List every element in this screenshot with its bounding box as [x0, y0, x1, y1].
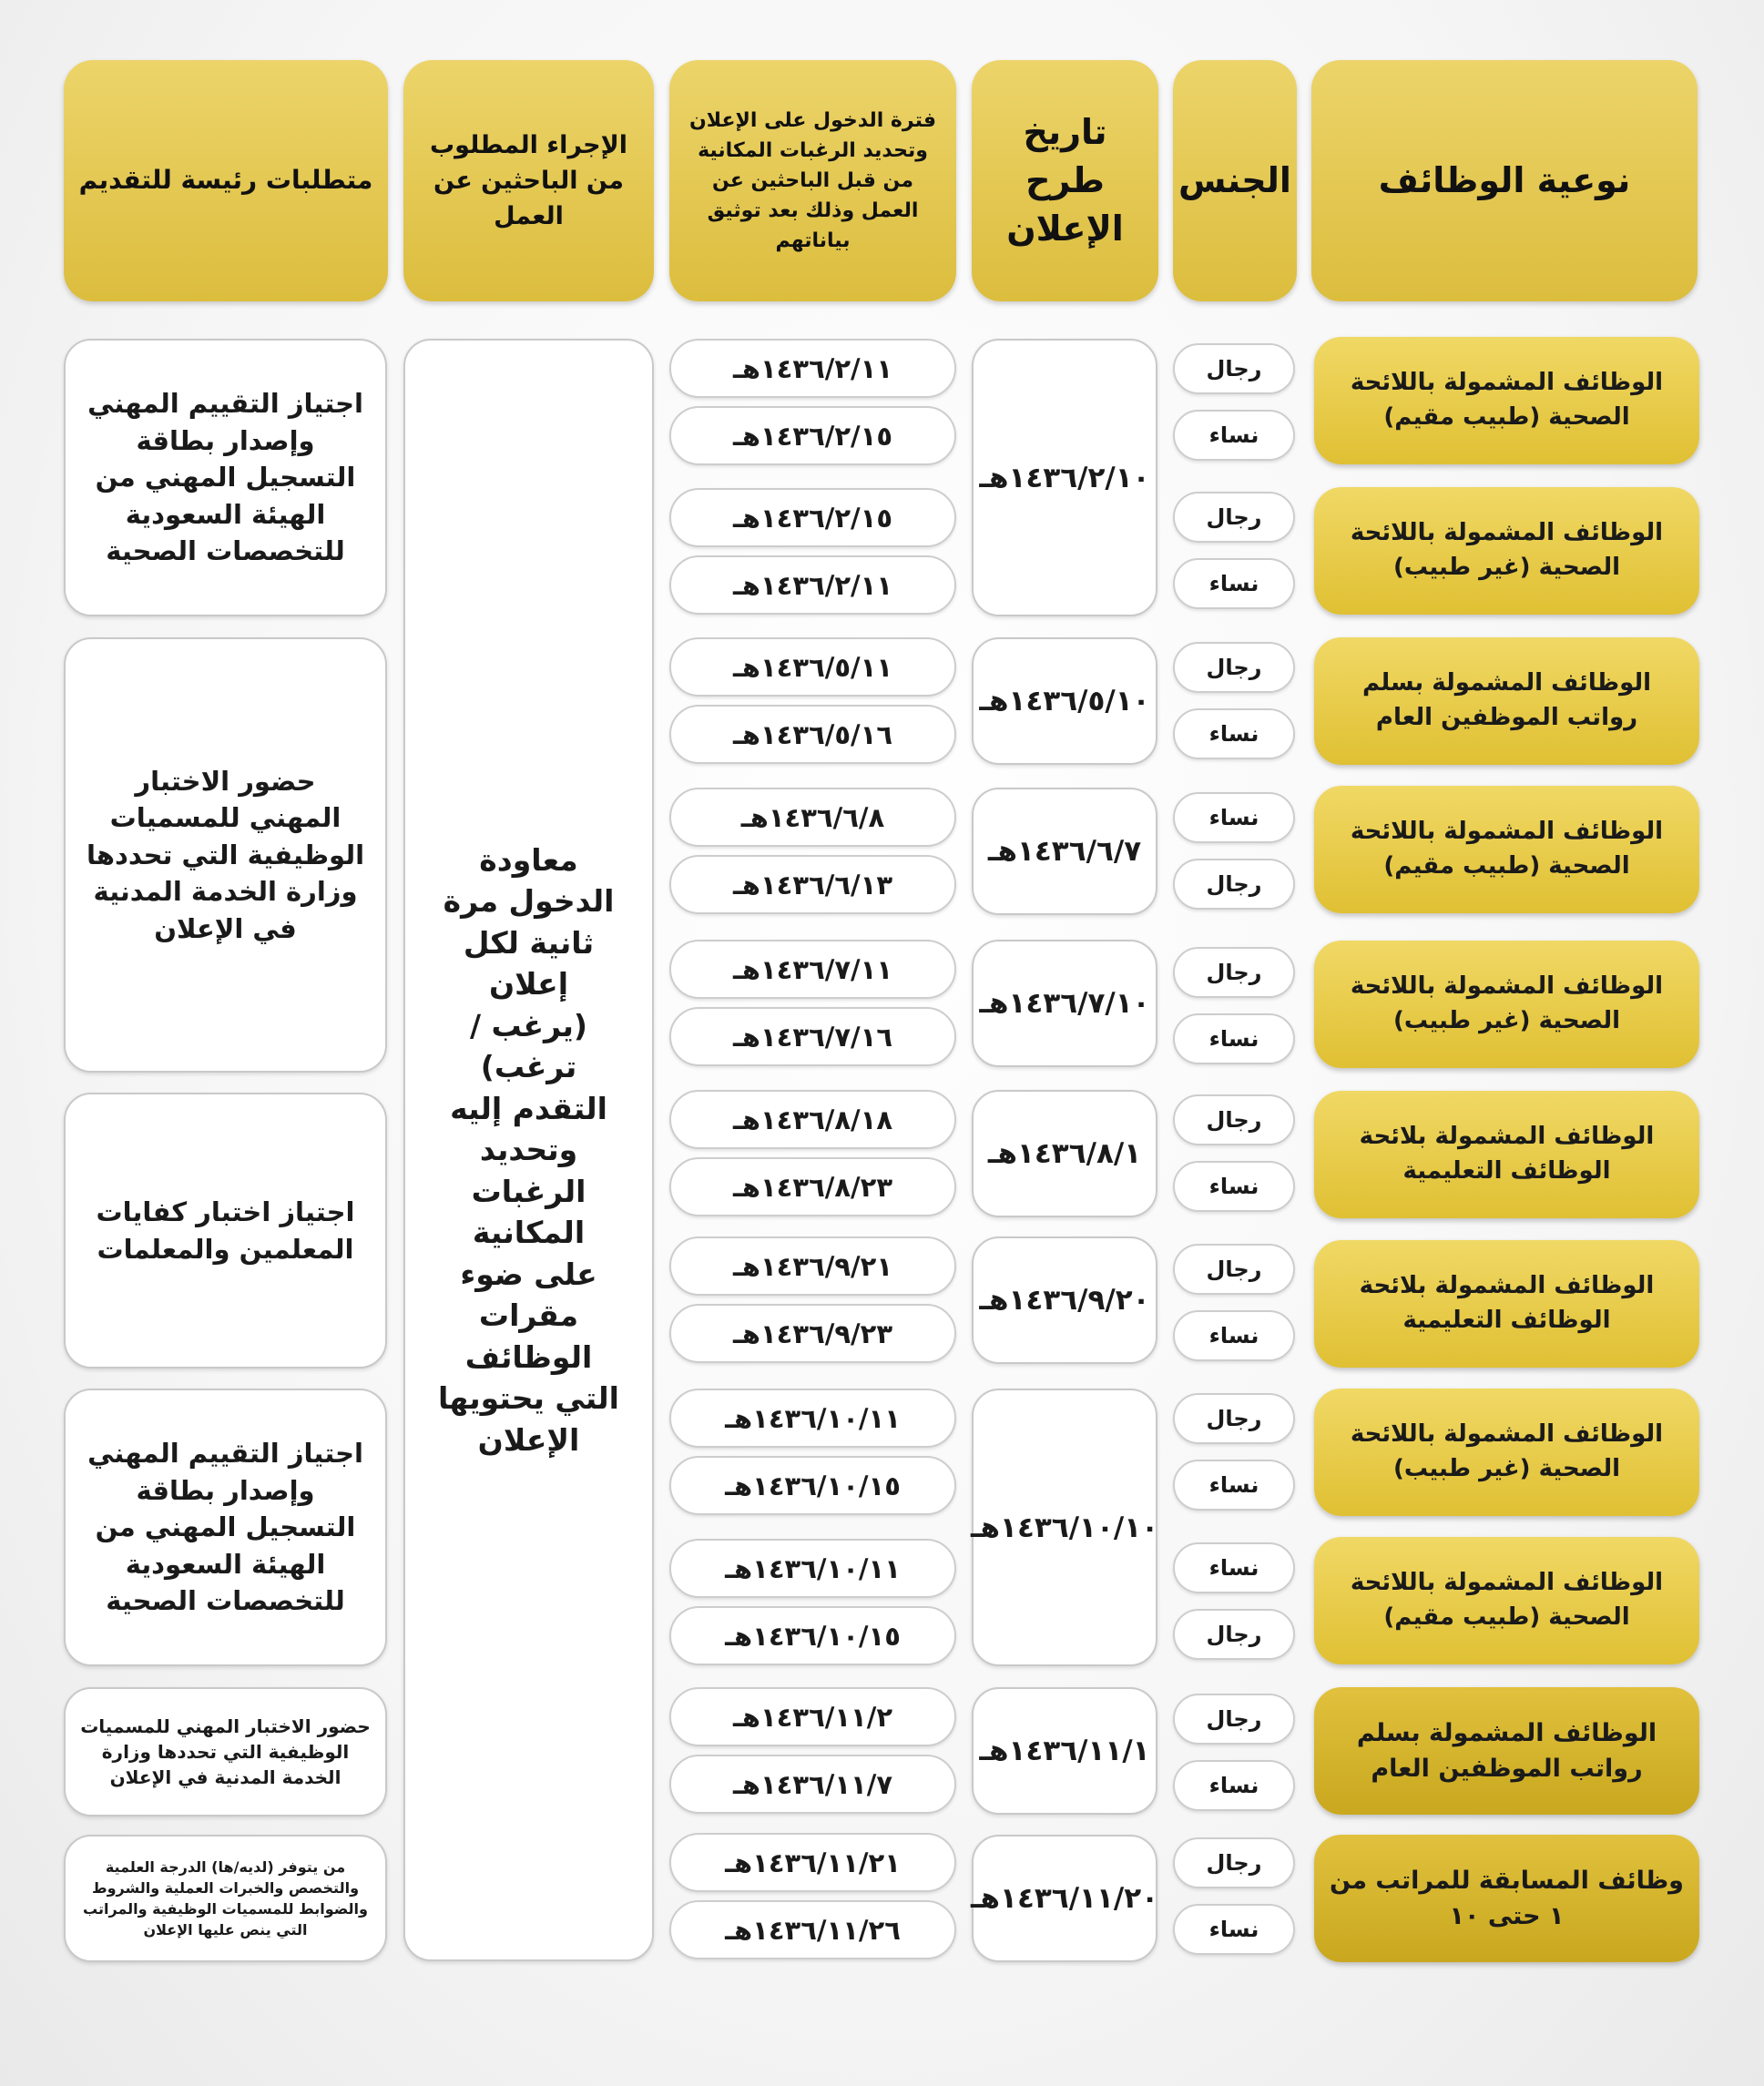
- gender-label: رجال: [1206, 356, 1262, 382]
- announcement-date-text: ١٤٣٦/٧/١٠هـ: [979, 987, 1150, 1020]
- entry-date-pill: [669, 339, 956, 398]
- job-type-text: وظائف المسابقة للمراتب من ١ حتى ١٠: [1330, 1866, 1684, 1930]
- entry-date-text: ١٤٣٦/١٠/١٥هـ: [725, 1470, 901, 1501]
- gender-label: رجال: [1206, 871, 1262, 897]
- entry-date-pill: [669, 1687, 956, 1746]
- entry-date-text: ١٤٣٦/٨/١٨هـ: [732, 1104, 893, 1135]
- gender-pill: [1173, 1094, 1295, 1145]
- header-job-type: [1311, 60, 1698, 301]
- gender-label: رجال: [1206, 960, 1262, 985]
- entry-date-text: ١٤٣٦/٧/١١هـ: [732, 953, 893, 985]
- job-type-box: [1314, 337, 1699, 464]
- gender-pill: [1173, 1904, 1295, 1955]
- requirement-box: [64, 1835, 387, 1962]
- entry-date-text: ١٤٣٦/٥/١٦هـ: [732, 718, 893, 750]
- announcement-date-text: ١٤٣٦/٥/١٠هـ: [979, 685, 1150, 717]
- gender-label: رجال: [1206, 1406, 1262, 1431]
- gender-pill: [1173, 1542, 1295, 1593]
- requirement-box: [64, 637, 387, 1073]
- gender-label: رجال: [1206, 1107, 1262, 1133]
- job-type-box: [1314, 1091, 1699, 1218]
- gender-pill: [1173, 1244, 1295, 1295]
- entry-date-text: ١٤٣٦/١٠/١١هـ: [725, 1402, 901, 1434]
- requirement-box: [64, 1687, 387, 1816]
- announcement-date-box: [972, 1236, 1157, 1364]
- entry-date-pill: [669, 1236, 956, 1296]
- job-type-box: [1314, 1240, 1699, 1368]
- entry-date-text: ١٤٣٦/٦/١٣هـ: [732, 869, 893, 901]
- entry-date-text: ١٤٣٦/٢/١١هـ: [732, 569, 893, 601]
- entry-date-text: ١٤٣٦/٢/١٥هـ: [732, 420, 893, 452]
- entry-date-pill: [669, 788, 956, 847]
- announcement-date-box: [972, 1687, 1157, 1815]
- entry-date-text: ١٤٣٦/١٠/١١هـ: [725, 1552, 901, 1584]
- entry-date-pill: [669, 1900, 956, 1959]
- announcement-date-box: [972, 788, 1157, 915]
- job-type-text: الوظائف المشمولة باللائحة الصحية (طبيب مقيم): [1350, 1569, 1664, 1631]
- announcement-date-text: ١٤٣٦/٩/٢٠هـ: [979, 1284, 1150, 1317]
- job-type-box: [1314, 637, 1699, 765]
- entry-date-pill: [669, 940, 956, 999]
- header-gender: [1173, 60, 1297, 301]
- gender-pill: [1173, 492, 1295, 543]
- announcement-date-text: ١٤٣٦/٨/١هـ: [987, 1137, 1142, 1170]
- entry-date-pill: [669, 1456, 956, 1515]
- gender-pill: [1173, 642, 1295, 693]
- entry-date-text: ١٤٣٦/٢/١٥هـ: [732, 502, 893, 534]
- entry-date-pill: [669, 1539, 956, 1598]
- requirement-text: حضور الاختبار المهني للمسميات الوظيفية التي تحددها وزارة الخدمة المدنية في الإعلان: [80, 1715, 371, 1788]
- gender-label: رجال: [1206, 655, 1262, 680]
- job-type-text: الوظائف المشمولة بلائحة الوظائف التعليمية: [1359, 1123, 1655, 1185]
- header-action-label: الإجراء المطلوب من الباحثين عن العمل: [430, 130, 627, 231]
- entry-date-pill: [669, 1304, 956, 1363]
- entry-date-pill: [669, 1755, 956, 1814]
- gender-label: رجال: [1206, 1850, 1262, 1876]
- announcement-date-text: ١٤٣٦/١١/١هـ: [979, 1735, 1150, 1767]
- entry-date-text: ١٤٣٦/٩/٢٣هـ: [732, 1318, 893, 1349]
- gender-label: رجال: [1206, 1706, 1262, 1732]
- job-type-box: [1314, 941, 1699, 1068]
- entry-date-text: ١٤٣٦/١٠/١٥هـ: [725, 1620, 901, 1652]
- entry-date-pill: [669, 1090, 956, 1149]
- gender-label: نساء: [1208, 805, 1259, 830]
- announcement-date-box: [972, 637, 1157, 765]
- gender-pill: [1173, 1161, 1295, 1212]
- header-requirements-label: متطلبات رئيسة للتقديم: [78, 165, 373, 196]
- entry-date-pill: [669, 488, 956, 547]
- job-type-box: [1314, 1687, 1699, 1815]
- entry-date-pill: [669, 406, 956, 465]
- job-type-box: [1314, 1537, 1699, 1664]
- announcement-date-box: [972, 1835, 1157, 1962]
- requirement-text: اجتياز التقييم المهني وإصدار بطاقة التسجيل المهني من الهيئة السعودية للتخصصات الصحية: [87, 1438, 363, 1617]
- gender-label: رجال: [1206, 1257, 1262, 1282]
- requirement-text: اجتياز اختبار كفايات المعلمين والمعلمات: [96, 1196, 355, 1265]
- gender-pill: [1173, 1609, 1295, 1660]
- entry-date-text: ١٤٣٦/١١/٢١هـ: [725, 1847, 901, 1878]
- gender-pill: [1173, 792, 1295, 843]
- entry-date-pill: [669, 1007, 956, 1066]
- job-type-box: [1314, 1389, 1699, 1516]
- job-type-box: [1314, 1835, 1699, 1962]
- entry-date-pill: [669, 705, 956, 764]
- gender-pill: [1173, 1837, 1295, 1888]
- announcement-date-text: ١٤٣٦/١١/٢٠هـ: [970, 1882, 1159, 1915]
- entry-date-text: ١٤٣٦/١١/٧هـ: [732, 1768, 893, 1800]
- header-gender-label: الجنس: [1178, 159, 1291, 200]
- requirement-text: اجتياز التقييم المهني وإصدار بطاقة التسجيل المهني من الهيئة السعودية للتخصصات الصحية: [87, 388, 363, 567]
- gender-label: نساء: [1208, 721, 1259, 747]
- gender-label: نساء: [1208, 571, 1259, 596]
- gender-label: نساء: [1208, 1174, 1259, 1199]
- job-type-text: الوظائف المشمولة باللائحة الصحية (غير طبيب): [1350, 519, 1664, 581]
- gender-pill: [1173, 1694, 1295, 1745]
- announcement-date-box: [972, 1389, 1157, 1666]
- entry-date-text: ١٤٣٦/٧/١٦هـ: [732, 1021, 893, 1053]
- gender-pill: [1173, 859, 1295, 910]
- job-type-box: [1314, 786, 1699, 913]
- gender-label: رجال: [1206, 1622, 1262, 1647]
- entry-date-text: ١٤٣٦/٩/٢١هـ: [732, 1250, 893, 1282]
- job-type-text: الوظائف المشمولة باللائحة الصحية (غير طبيب): [1350, 1420, 1664, 1482]
- job-type-text: الوظائف المشمولة باللائحة الصحية (غير طبيب): [1350, 972, 1664, 1034]
- gender-pill: [1173, 1460, 1295, 1511]
- requirement-box: [64, 339, 387, 616]
- gender-pill: [1173, 708, 1295, 759]
- entry-date-text: ١٤٣٦/٢/١١هـ: [732, 352, 893, 384]
- header-requirements: [64, 60, 388, 301]
- entry-date-pill: [669, 855, 956, 914]
- gender-label: رجال: [1206, 504, 1262, 530]
- requirement-text: من يتوفر (لديه/ها) الدرجة العلمية والتخصص والخبرات العملية والشروط والضوابط للمسميات الوظيفية والمراتب التي ينص عليها الإعلان: [83, 1857, 368, 1939]
- entry-date-pill: [669, 1606, 956, 1665]
- gender-label: نساء: [1208, 1472, 1259, 1498]
- entry-date-pill: [669, 1389, 956, 1448]
- job-type-box: [1314, 487, 1699, 615]
- action-box: [403, 339, 654, 1961]
- job-type-text: الوظائف المشمولة باللائحة الصحية (طبيب مقيم): [1350, 818, 1664, 880]
- job-type-text: الوظائف المشمولة بسلم رواتب الموظفين العام: [1361, 669, 1652, 731]
- announcement-date-box: [972, 1090, 1157, 1217]
- gender-pill: [1173, 1760, 1295, 1811]
- header-announcement-date: [972, 60, 1158, 301]
- announcement-date-text: ١٤٣٦/٦/٧هـ: [987, 835, 1142, 868]
- job-type-text: الوظائف المشمولة بسلم رواتب الموظفين العام: [1356, 1718, 1657, 1783]
- gender-pill: [1173, 1013, 1295, 1064]
- entry-date-text: ١٤٣٦/٥/١١هـ: [732, 651, 893, 683]
- requirement-box: [64, 1389, 387, 1666]
- gender-pill: [1173, 558, 1295, 609]
- entry-date-pill: [669, 637, 956, 697]
- entry-date-text: ١٤٣٦/٦/٨هـ: [740, 801, 885, 833]
- gender-pill: [1173, 1310, 1295, 1361]
- gender-pill: [1173, 1393, 1295, 1444]
- announcement-date-box: [972, 940, 1157, 1067]
- announcement-date-box: [972, 339, 1157, 616]
- header-action: [403, 60, 654, 301]
- header-entry-period: [669, 60, 956, 301]
- entry-date-text: ١٤٣٦/١١/٢٦هـ: [725, 1914, 901, 1946]
- job-type-text: الوظائف المشمولة بلائحة الوظائف التعليمية: [1359, 1272, 1655, 1334]
- announcement-date-text: ١٤٣٦/١٠/١٠هـ: [970, 1511, 1159, 1544]
- entry-date-pill: [669, 1157, 956, 1216]
- gender-label: نساء: [1208, 1323, 1259, 1348]
- header-job-type-label: نوعية الوظائف: [1378, 159, 1631, 200]
- gender-label: نساء: [1208, 1555, 1259, 1581]
- entry-date-pill: [669, 555, 956, 615]
- entry-date-text: ١٤٣٦/١١/٢هـ: [732, 1701, 893, 1733]
- gender-pill: [1173, 343, 1295, 394]
- requirement-box: [64, 1093, 387, 1369]
- gender-pill: [1173, 947, 1295, 998]
- action-text: معاودة الدخول مرة ثانية لكل إعلان (يرغب / ترغب) التقدم إليه وتحديد الرغبات المكانية على ضوء مقرات الوظائف التي يحتويها الإعلان: [438, 841, 619, 1458]
- gender-label: نساء: [1208, 422, 1259, 448]
- requirement-text: حضور الاختبار المهني للمسميات الوظيفية التي تحددها وزارة الخدمة المدنية في الإعلان: [86, 765, 365, 944]
- job-type-text: الوظائف المشمولة باللائحة الصحية (طبيب مقيم): [1350, 369, 1664, 431]
- gender-label: نساء: [1208, 1917, 1259, 1942]
- gender-label: نساء: [1208, 1773, 1259, 1798]
- gender-pill: [1173, 410, 1295, 461]
- header-entry-period-label: فترة الدخول على الإعلان وتحديد الرغبات المكانية من قبل الباحثين عن العمل وذلك بعد توثيق بياناتهم: [689, 109, 936, 252]
- entry-date-pill: [669, 1833, 956, 1892]
- gender-label: نساء: [1208, 1026, 1259, 1052]
- entry-date-text: ١٤٣٦/٨/٢٣هـ: [732, 1171, 893, 1203]
- announcement-date-text: ١٤٣٦/٢/١٠هـ: [979, 461, 1150, 494]
- header-announcement-date-label: تاريخ طرح الإعلان: [1006, 111, 1124, 249]
